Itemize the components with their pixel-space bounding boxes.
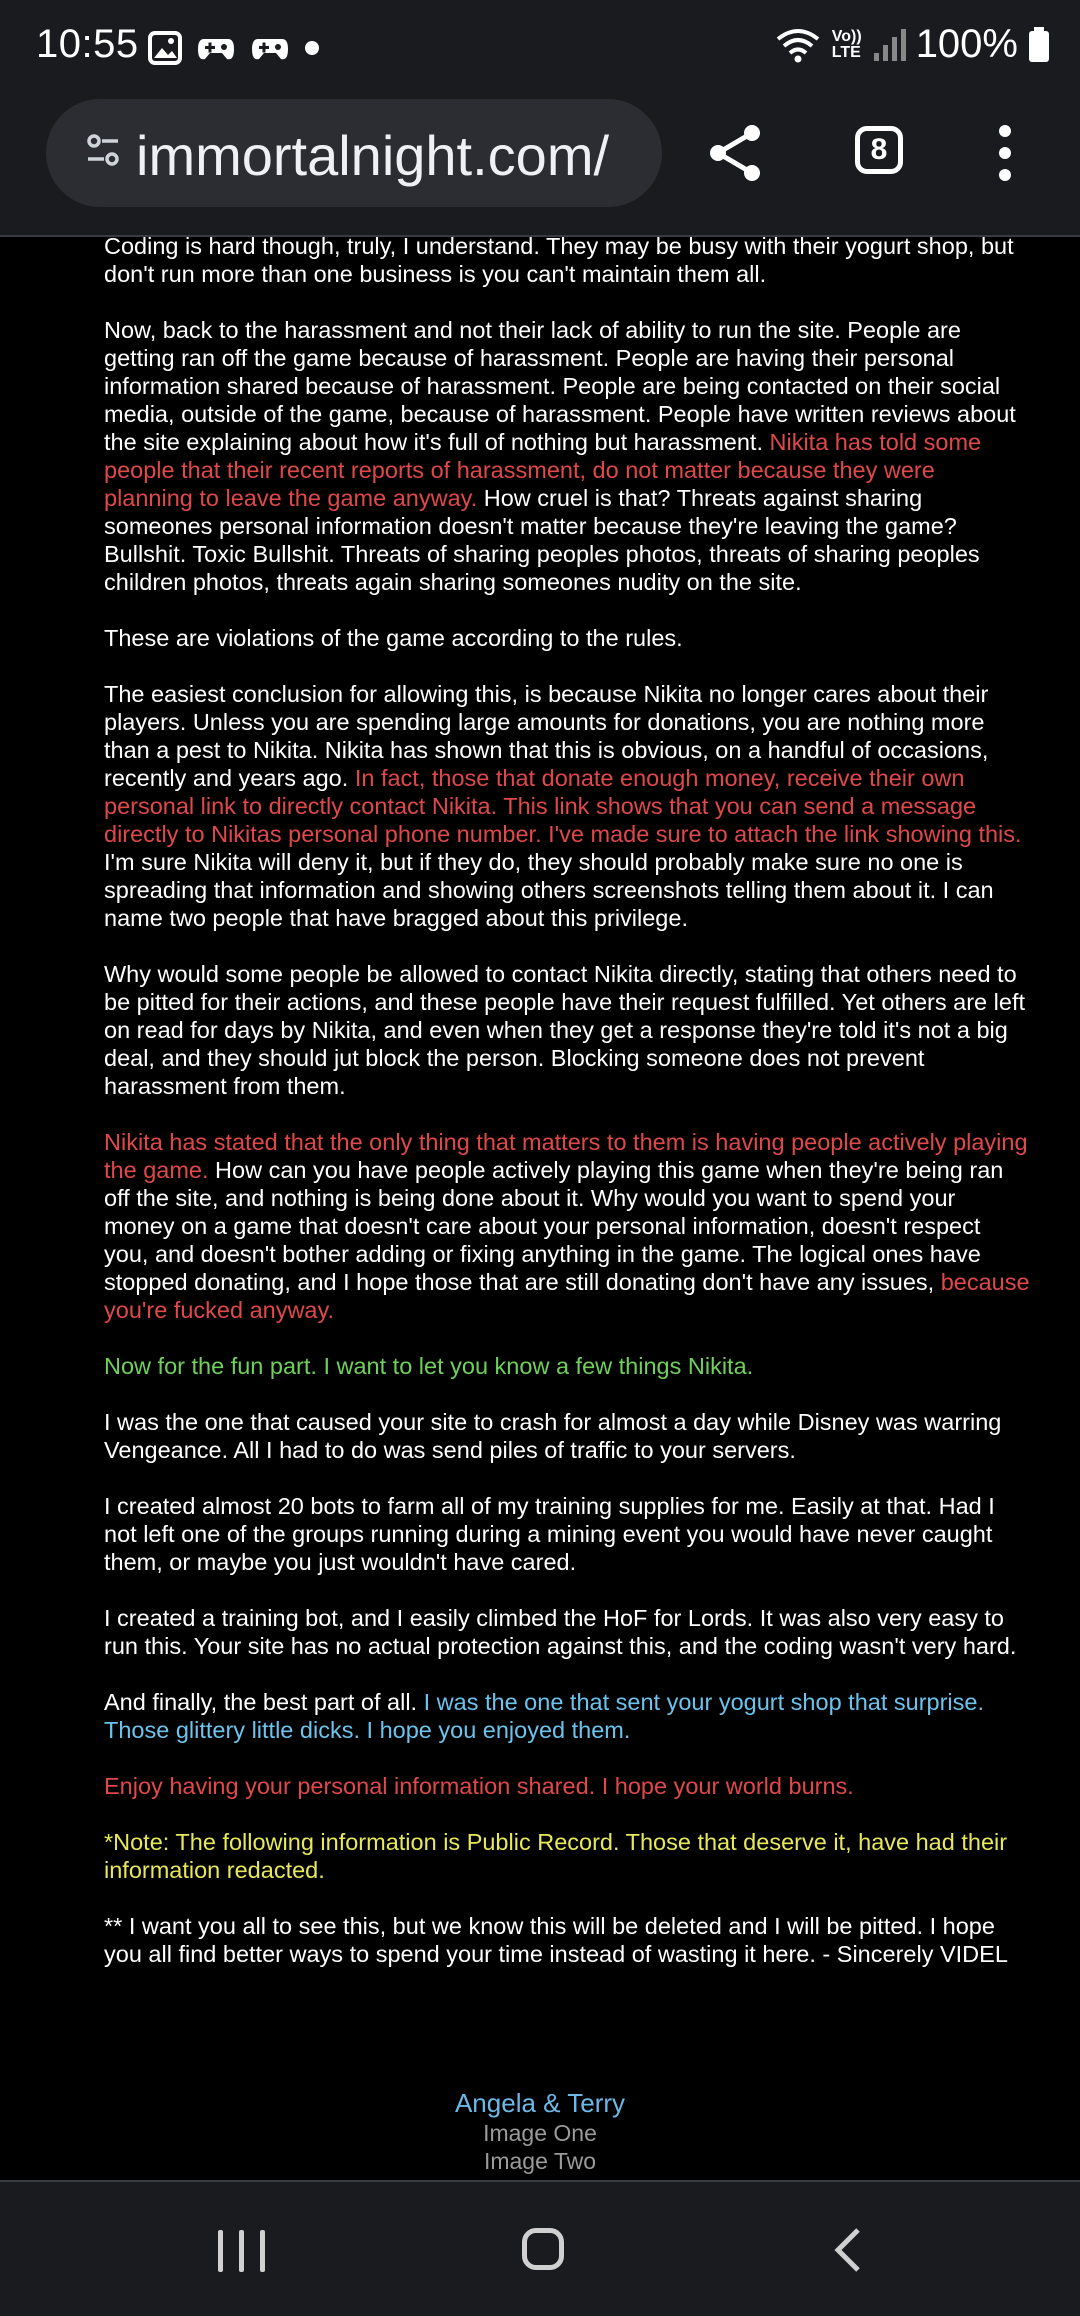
system-indicators [774, 22, 1050, 67]
system-navigation-bar [0, 2182, 1080, 2316]
gallery-icon [148, 31, 182, 65]
paragraph: Nikita has stated that the only thing that matters to them is having people actively playing the game. How can you have people actively playing this game when they're being ran off the site, and nothing is being done about it. Why would you want to spend your money on a game that doesn't care about your personal information, doesn't respect you, and doesn't bother adding or fixing anything in the game. The logical ones have stopped donating, and I hope those that are still donating don't have any issues, because you're fucked anyway. [104, 1129, 1030, 1323]
article-body [104, 232, 1030, 1996]
game-controller-icon-2 [250, 31, 290, 65]
site-settings-icon[interactable] [86, 133, 120, 167]
recents-button[interactable] [218, 2230, 265, 2272]
volte-indicator: Vo)) LTE [831, 27, 862, 61]
paragraph: Now, back to the harassment and not their lack of ability to run the site. People are getting ran off the game because of harassment. People are having their personal information shared because of harassment. People are being contacted on their social media, outside of the game, because of harassment. People have written reviews about the site explaining about how it's full of nothing but harassment. Nikita has told some people that their recent reports of harassment, do not matter because they were planning to leave the game anyway. How cruel is that? Threats against sharing someones personal information doesn't matter because they're leaving the game? Bullshit. Toxic Bullshit. Threats of sharing peoples photos, threats of sharing peoples children photos, threats again sharing someones nudity on the site. [104, 317, 1016, 595]
wifi-icon [774, 25, 822, 65]
paragraph: ** I want you all to see this, but we know this will be deleted and I will be pitted. I hope you all find better ways to spend your time instead of wasting it here. - Sincerely VIDEL [104, 1913, 1008, 1967]
tab-count: 8 [870, 133, 888, 166]
image-one-link[interactable]: Image One [483, 2120, 597, 2146]
paragraph: Now for the fun part. I want to let you know a few things Nikita. [104, 1353, 754, 1379]
browser-toolbar [0, 95, 1080, 237]
paragraph: I created almost 20 bots to farm all of my training supplies for me. Easily at that. Had I not left one of the groups running during a mining event you would have never caught them, or maybe you just wouldn't have cared. [104, 1493, 995, 1575]
battery-percent: 100% [915, 22, 1018, 66]
notification-icons [148, 28, 320, 68]
game-controller-icon [196, 31, 236, 65]
paragraph: Coding is hard though, truly, I understand. They may be busy with their yogurt shop, but don't run more than one business is you can't maintain them all. [104, 233, 1014, 287]
battery-icon [1028, 27, 1050, 63]
signal-strength-icon [872, 27, 906, 63]
paragraph: *Note: The following information is Public Record. Those that deserve it, have had their information redacted. [104, 1829, 1008, 1883]
share-icon[interactable] [706, 123, 766, 183]
overflow-menu-icon[interactable] [995, 125, 1015, 185]
paragraph: Why would some people be allowed to contact Nikita directly, stating that others need to be pitted for their actions, and these people have their request fulfilled. Yet others are left on read for days by Nikita, and even when they get a response they're told it's not a big deal, and they should jut block the person. Blocking someone does not prevent harassment from them. [104, 961, 1026, 1099]
image-two-link[interactable]: Image Two [483, 2148, 597, 2174]
more-notifications-dot-icon [304, 40, 320, 56]
paragraph: Enjoy having your personal information shared. I hope your world burns. [104, 1773, 854, 1799]
back-icon[interactable] [830, 2226, 864, 2274]
url-text[interactable]: immortalnight.com/ [136, 124, 610, 187]
paragraph: And finally, the best part of all. I was the one that sent your yogurt shop that surprise. Those glittery little dicks. I hope you enjoyed them. [104, 1689, 985, 1743]
paragraph: The easiest conclusion for allowing this, is because Nikita no longer cares about their players. Unless you are spending large amounts for donations, you are nothing more than a pest to Nikita. Nikita has shown that this is obvious, on a handful of occasions, recently and years ago. In fact, those that donate enough money, receive their own personal link to directly contact Nikita. This link shows that you can send a message directly to Nikitas personal phone number. I've made sure to attach the link showing this. I'm sure Nikita will deny it, but if they do, they should probably make sure no one is spreading that information and showing others screenshots telling them about it. I can name two people that have bragged about this privilege. [104, 681, 1022, 931]
home-button[interactable] [522, 2228, 564, 2270]
paragraph: I created a training bot, and I easily climbed the HoF for Lords. It was also very easy to run this. Your site has no actual protection against this, and the coding wasn't very hard. [104, 1605, 1017, 1659]
paragraph: These are violations of the game according to the rules. [104, 625, 683, 651]
address-bar[interactable] [46, 99, 662, 207]
paragraph: I was the one that caused your site to crash for almost a day while Disney was warring Vengeance. All I had to do was send piles of traffic to your servers. [104, 1409, 1002, 1463]
clock: 10:55 [36, 22, 139, 66]
name-link[interactable]: Angela & Terry [454, 2088, 626, 2118]
status-bar [0, 0, 1080, 95]
tab-switcher-button[interactable] [855, 126, 903, 174]
